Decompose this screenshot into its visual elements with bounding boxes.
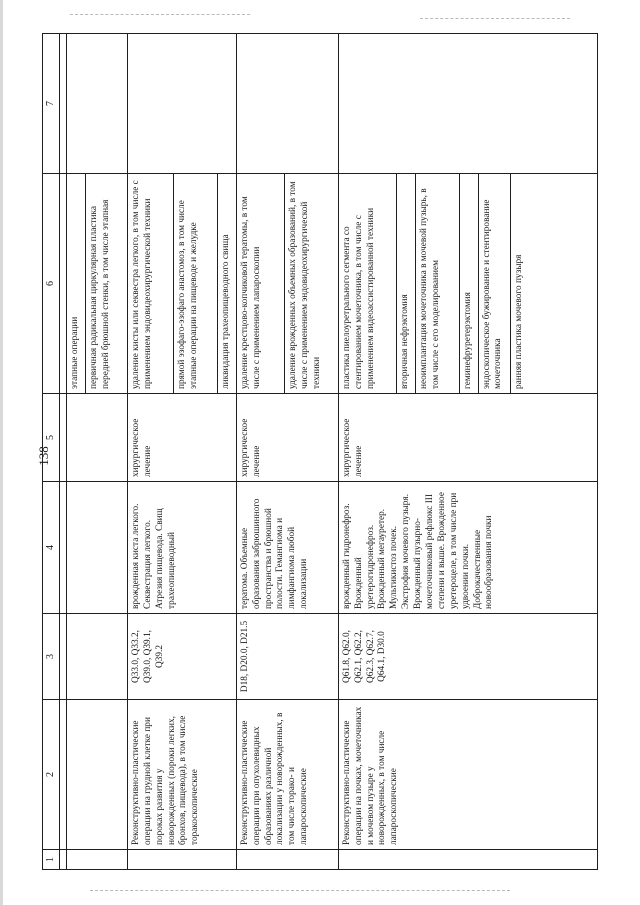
empty-cell <box>60 850 67 870</box>
column-number: 4 <box>43 482 60 614</box>
empty-cell <box>60 614 67 700</box>
table-row <box>127 34 173 870</box>
scan-noise-top-right <box>420 18 570 19</box>
column-number: 3 <box>43 614 60 700</box>
method-cell: этапные операции <box>67 174 86 394</box>
norm-cell <box>127 34 236 174</box>
method-cell: прямой эзофаго-эзофаго анастомоз, в том числе этапные операции на пищеводе и желудке <box>173 174 217 394</box>
method-cell: неоимплантация мочеточника в мочевой пузырь, в том числе с его моделированием <box>415 174 459 394</box>
treatment-type-cell: хирургическое лечение <box>236 394 338 482</box>
method-cell: удаление кисты или секвестра легкого, в том числе с применением эндовидеохирургической техники <box>127 174 173 394</box>
description-cell: Реконструктивно-пластические операции на почках, мочеточниках и мочевом пузыре у новорожденных, в том числе лапароскопические <box>338 700 597 850</box>
column-number: 7 <box>43 34 60 174</box>
column-number: 2 <box>43 700 60 850</box>
norm-cell <box>236 34 338 174</box>
empty-cell <box>60 174 67 394</box>
table-row <box>236 34 284 870</box>
method-cell: удаление врожденных объемных образований, в том числе с применением эндовидеохирургической техники <box>284 174 338 394</box>
empty-cell <box>60 34 67 174</box>
empty-cell <box>60 394 67 482</box>
description-cell <box>67 700 128 850</box>
icd-code-cell <box>67 614 128 700</box>
separator-row <box>60 34 67 870</box>
rotated-page <box>42 34 598 870</box>
description-cell: Реконструктивно-пластические операции на грудной клетке при пороках развития у новорожденных (пороки легких, бронхов, пищевода), в том числе торакоскопические <box>127 700 236 850</box>
treatment-type-cell <box>67 394 128 482</box>
method-cell: геминефруретерэктомия <box>459 174 478 394</box>
icd-code-cell: Q33.0, Q33.2, Q39.0, Q39.1, Q39.2 <box>127 614 236 700</box>
table-row <box>67 34 86 870</box>
page-number: 138 <box>35 446 51 466</box>
column-number: 5 <box>43 394 60 482</box>
method-cell: ранняя пластика мочевого пузыря <box>510 174 597 394</box>
icd-code-cell: D18, D20.0, D21.5 <box>236 614 338 700</box>
column-number: 6 <box>43 174 60 394</box>
empty-cell <box>60 700 67 850</box>
row-number-cell <box>338 850 597 870</box>
method-cell: первичная радикальная циркулярная пластика передней брюшной стенки, в том числе этапная <box>85 174 127 394</box>
method-cell: эндоскопическое бужирование и стентирование мочеточника <box>478 174 510 394</box>
method-cell: вторичная нефрэктомия <box>396 174 415 394</box>
norm-cell <box>67 34 128 174</box>
diagnosis-cell: тератома. Объемные образования забрюшинного пространства и брюшной полости. Гемангиома и лимфангиома любой локализации <box>236 482 338 614</box>
row-number-cell <box>236 850 338 870</box>
treatment-type-cell: хирургическое лечение <box>338 394 597 482</box>
column-number: 1 <box>43 850 60 870</box>
scan-noise-bottom <box>90 890 510 891</box>
method-cell: ликвидация трахеопищеводного свища <box>217 174 236 394</box>
diagnosis-cell <box>67 482 128 614</box>
icd-code-cell: Q61.8, Q62.0, Q62.1, Q62.2, Q62.3, Q62.7, Q64.1, D30.0 <box>338 614 597 700</box>
scan-edge-left <box>0 0 3 905</box>
row-number-cell <box>127 850 236 870</box>
row-number-cell <box>67 850 128 870</box>
description-cell: Реконструктивно-пластические операции при опухолевидных образованиях различной локализации у новорожденных, в том числе торако- и лапароскопические <box>236 700 338 850</box>
norm-cell <box>338 34 597 174</box>
table-row <box>338 34 396 870</box>
diagnosis-cell: врожденная киста легкого. Секвестрация легкого. Атрезия пищевода. Свищ трахеопищеводный <box>127 482 236 614</box>
scan-noise-top <box>70 14 250 15</box>
method-cell: пластика пиелоуретрального сегмента со стентированием мочеточника, в том числе с применением видеоассистированной техники <box>338 174 396 394</box>
empty-cell <box>60 482 67 614</box>
column-number-row <box>43 34 60 870</box>
treatment-type-cell: хирургическое лечение <box>127 394 236 482</box>
procedures-table <box>42 33 598 870</box>
method-cell: удаление крестцово-копчиковой тератомы, в том числе с применением лапароскопии <box>236 174 284 394</box>
diagnosis-cell: врожденный гидронефроз. Врожденный уретерогидронефроз. Врожденный мегауретер. Мультикистоз почек. Экстрофия мочевого пузыря. Врожденный пузырно-мочеточниковый рефлюкс III степени и выше. Врожденное уретероцеле, в том числе при удвоении почки. Доброкачественные новообразования почки <box>338 482 597 614</box>
